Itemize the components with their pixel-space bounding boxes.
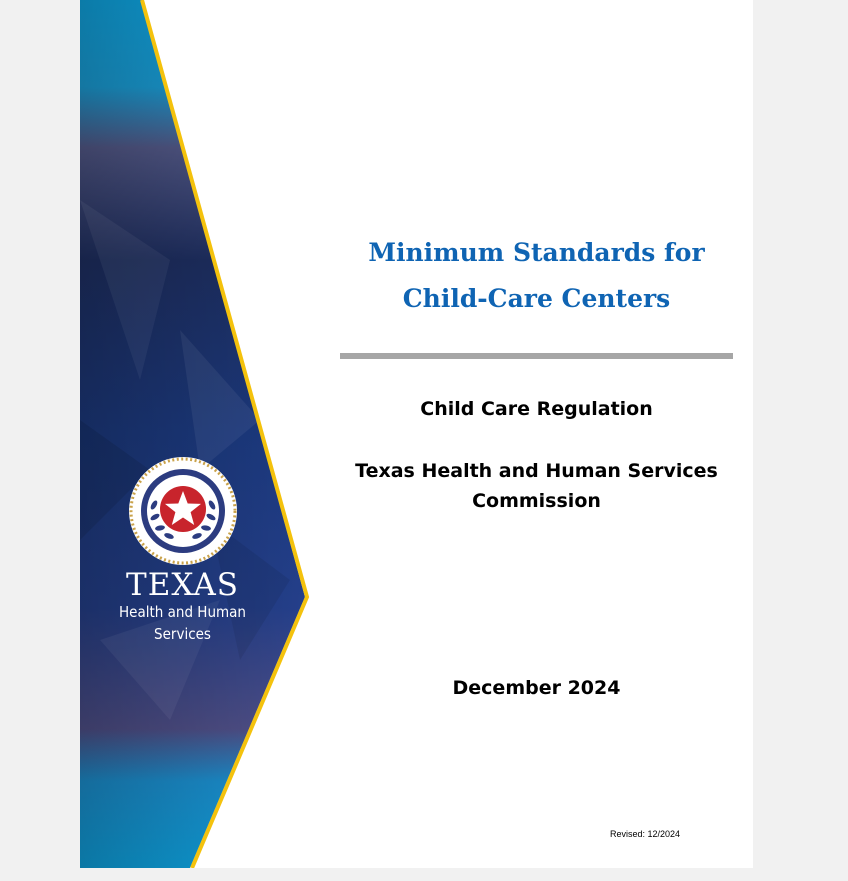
logo-word: TEXAS: [126, 567, 239, 603]
logo-sub-line2: Services: [154, 625, 211, 643]
texas-seal-star-icon: [127, 455, 239, 567]
title-divider: [340, 353, 733, 359]
agency-line2: Commission: [472, 490, 601, 512]
agency-name: [320, 456, 753, 516]
agency-line1: Texas Health and Human Services: [355, 460, 718, 482]
division-text: Child Care Regulation: [420, 398, 653, 420]
logo-sub-line1: Health and Human: [118, 603, 246, 621]
cover-page: [80, 0, 753, 868]
division-name: [320, 394, 753, 424]
texas-hhs-logo: [80, 455, 285, 645]
title-line2: Child-Care Centers: [402, 284, 671, 313]
date-text: December 2024: [452, 677, 621, 699]
title-line1: Minimum Standards for: [368, 238, 705, 267]
revised-note: Revised: 12/2024: [609, 829, 681, 839]
cover-banner: [80, 0, 320, 868]
document-title: [340, 230, 733, 322]
publication-date: [320, 673, 753, 703]
